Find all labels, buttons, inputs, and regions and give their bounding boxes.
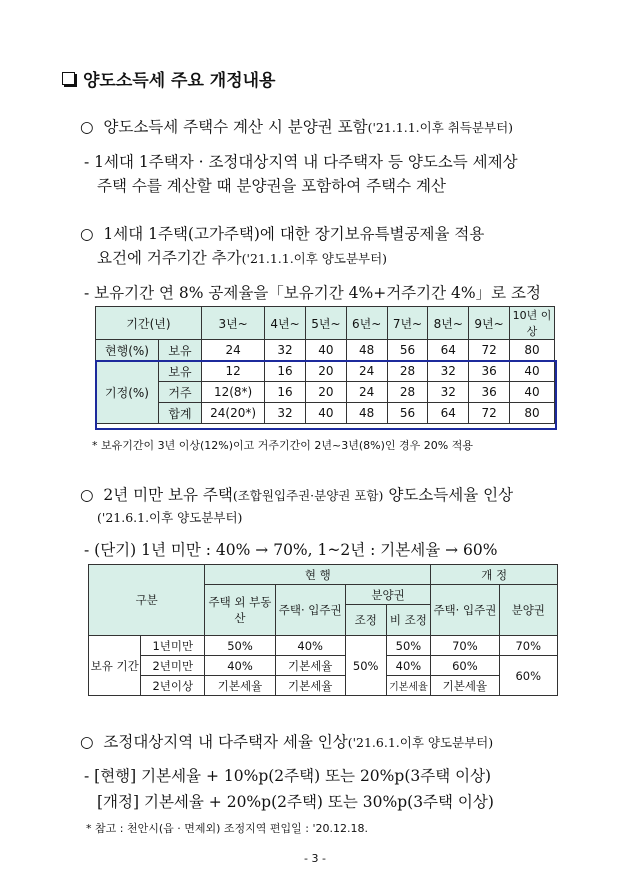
- cell: 40: [305, 403, 346, 424]
- header-revised: 개 정: [431, 565, 558, 585]
- row-period: 1년미만: [141, 636, 205, 656]
- row-group-label: 보유 기간: [89, 636, 141, 696]
- header-9y: 9년~: [469, 307, 510, 340]
- cell: 24: [346, 382, 387, 403]
- cell: 32: [428, 382, 469, 403]
- section-4-note: * 참고 : 천안시(읍 · 면제외) 조정지역 편입일 : '20.12.18.: [86, 822, 368, 835]
- section-heading: 양도소득세 주요 개정내용: [62, 66, 275, 91]
- deduction-table: [95, 306, 555, 424]
- cell: 기본세율: [275, 676, 345, 696]
- cell: 64: [428, 340, 469, 361]
- cell: 40: [305, 340, 346, 361]
- cell: 12(8*): [202, 382, 265, 403]
- cell: 32: [265, 403, 306, 424]
- cell: 20: [305, 382, 346, 403]
- section-3-title: ○ 2년 미만 보유 주택(조합원입주권·분양권 포함) 양도소득세율 인상: [80, 486, 514, 504]
- cell: 56: [387, 340, 428, 361]
- section-3-note: ('21.6.1.이후 양도분부터): [97, 510, 243, 525]
- section-1-title: ○ 양도소득세 주택수 계산 시 분양권 포함('21.1.1.이후 취득분부터): [80, 118, 514, 136]
- row-period: 2년미만: [141, 656, 205, 676]
- cell: 28: [387, 382, 428, 403]
- cell: 72: [469, 403, 510, 424]
- cell: 24: [346, 361, 387, 382]
- cell: 48: [346, 340, 387, 361]
- header-presale: 분양권: [345, 585, 430, 605]
- cell: 56: [387, 403, 428, 424]
- header-10y: 10년 이상: [510, 307, 555, 340]
- header-adjust: 조정: [345, 605, 386, 636]
- cell: 50%: [386, 636, 431, 656]
- cell: 60%: [431, 656, 499, 676]
- section-2-note: * 보유기간이 3년 이상(12%)이고 거주기간이 2년~3년(8%)인 경우 20% 적용: [92, 439, 473, 452]
- cell: 16: [265, 382, 306, 403]
- header-house-right: 주택· 입주권: [275, 585, 345, 636]
- cell: 기본세율: [386, 676, 431, 696]
- header-4y: 4년~: [265, 307, 306, 340]
- header-5y: 5년~: [305, 307, 346, 340]
- cell: 70%: [499, 636, 557, 656]
- cell-adjust-merged: 50%: [345, 636, 386, 696]
- header-7y: 7년~: [387, 307, 428, 340]
- cell: 50%: [205, 636, 275, 656]
- section-2-title-2: 요건에 거주기간 추가('21.1.1.이후 양도분부터): [97, 249, 388, 267]
- cell: 40%: [205, 656, 275, 676]
- header-rev-house: 주택· 입주권: [431, 585, 499, 636]
- cell: 12: [202, 361, 265, 382]
- cell: 기본세율: [275, 656, 345, 676]
- row-revised-label: 기정(%): [96, 361, 159, 424]
- row-current-sub: 보유: [159, 340, 202, 361]
- section-2-desc: - 보유기간 연 8% 공제율을「보유기간 4%+거주기간 4%」로 조정: [84, 284, 541, 302]
- cell: 기본세율: [431, 676, 499, 696]
- cell: 48: [346, 403, 387, 424]
- header-8y: 8년~: [428, 307, 469, 340]
- cell: 28: [387, 361, 428, 382]
- row-period: 2년이상: [141, 676, 205, 696]
- cell-rev-presale-merged: 60%: [499, 656, 557, 696]
- cell: 36: [469, 382, 510, 403]
- cell: 20: [305, 361, 346, 382]
- section-4-desc-1: - [현행] 기본세율 + 10%p(2주택) 또는 20%p(3주택 이상): [84, 767, 492, 785]
- cell: 36: [469, 361, 510, 382]
- cell: 32: [265, 340, 306, 361]
- cell: 64: [428, 403, 469, 424]
- row-current-label: 현행(%): [96, 340, 159, 361]
- header-current: 현 행: [205, 565, 431, 585]
- page-number: - 3 -: [304, 852, 326, 865]
- cell: 72: [469, 340, 510, 361]
- cell: 16: [265, 361, 306, 382]
- header-rev-presale: 분양권: [499, 585, 557, 636]
- cell: 40: [510, 361, 555, 382]
- section-1-desc-2: 주택 수를 계산할 때 분양권을 포함하여 주택수 계산: [97, 177, 446, 195]
- row-revised-sub: 거주: [159, 382, 202, 403]
- header-3y: 3년~: [202, 307, 265, 340]
- cell: 32: [428, 361, 469, 382]
- checkbox-square-icon: [62, 72, 75, 85]
- row-revised-sub: 합계: [159, 403, 202, 424]
- cell: 70%: [431, 636, 499, 656]
- header-nonadjust: 비 조정: [386, 605, 431, 636]
- section-4-title: ○ 조정대상지역 내 다주택자 세율 인상('21.6.1.이후 양도분부터): [80, 733, 494, 751]
- header-6y: 6년~: [346, 307, 387, 340]
- section-3-desc: - (단기) 1년 미만 : 40% → 70%, 1~2년 : 기본세율 → 60%: [84, 541, 498, 559]
- section-2-title-1: ○ 1세대 1주택(고가주택)에 대한 장기보유특별공제율 적용: [80, 225, 485, 243]
- cell: 24(20*): [202, 403, 265, 424]
- cell: 24: [202, 340, 265, 361]
- header-period: 기간(년): [96, 307, 202, 340]
- header-house-etc: 주택 외 부동산: [205, 585, 275, 636]
- row-revised-sub: 보유: [159, 361, 202, 382]
- cell: 80: [510, 340, 555, 361]
- cell: 40%: [275, 636, 345, 656]
- header-gubun: 구분: [89, 565, 205, 636]
- section-4-desc-2: [개정] 기본세율 + 20%p(2주택) 또는 30%p(3주택 이상): [97, 793, 494, 811]
- cell: 40: [510, 382, 555, 403]
- tax-rate-table: [88, 564, 558, 696]
- cell: 40%: [386, 656, 431, 676]
- section-1-desc-1: - 1세대 1주택자 · 조정대상지역 내 다주택자 등 양도소득 세제상: [84, 153, 518, 171]
- cell: 기본세율: [205, 676, 275, 696]
- cell: 80: [510, 403, 555, 424]
